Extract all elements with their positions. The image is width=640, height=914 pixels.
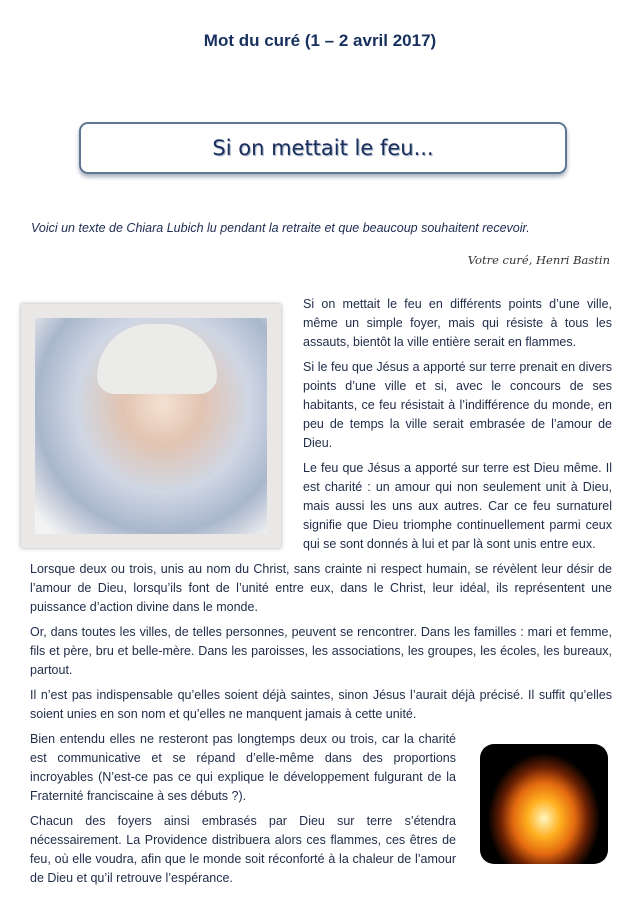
- paragraph: Si on mettait le feu en différents points d’une ville, même un simple foyer, mais qui résiste à tous les assauts, bientôt la ville entière serait en flammes.: [303, 297, 612, 349]
- signature: Votre curé, Henri Bastin: [467, 253, 610, 267]
- paragraph: Or, dans toutes les villes, de telles personnes, peuvent se rencontrer. Dans les familles : mari et femme, fils et père, bru et belle-mère. Dans les paroisses, les associations, les groupes, les écoles, les bureaux, partout.: [30, 625, 612, 677]
- page-title: Mot du curé (1 – 2 avril 2017): [203, 31, 437, 50]
- paragraph: Lorsque deux ou trois, unis au nom du Christ, sans crainte ni respect humain, se révèlent leur désir de l’amour de Dieu, lorsqu’ils font de l’unité entre eux, dans le Christ, leur idéal, ils représentent une puissance d’action divine dans le monde.: [30, 562, 612, 614]
- article-title: Si on mettait le feu...: [212, 136, 434, 160]
- paragraph: Si le feu que Jésus a apporté sur terre prenait en divers points d’une ville et si, avec le concours de ses habitants, ce feu résistait à l’indifférence du monde, en peu de temps la ville serait embrasée de l’amour de Dieu.: [303, 360, 612, 450]
- intro-text: Voici un texte de Chiara Lubich lu pendant la retraite et que beaucoup souhaitent recevoir.: [31, 221, 530, 235]
- fire-photo: [480, 744, 608, 864]
- paragraph: Bien entendu elles ne resteront pas longtemps deux ou trois, car la charité est communicative et se répand d’elle-même dans des proportions incroyables (N’est-ce pas ce qui explique le développement fulgurant de la Fraternité franciscaine à ses débuts ?).: [30, 732, 456, 803]
- portrait-photo: [21, 304, 281, 548]
- paragraph: Il n’est pas indispensable qu’elles soient déjà saintes, sinon Jésus l’aurait déjà précisé. Il suffit qu’elles soient unies en son nom et qu’elles ne manquent jamais à cette unité.: [30, 688, 612, 721]
- body-text: [30, 0, 612, 914]
- paragraph: Chacun des foyers ainsi embrasés par Dieu sur terre s’étendra nécessairement. La Providence distribuera alors ces flammes, ces êtres de feu, où elle voudra, afin que le monde soit réconforté à la chaleur de l’amour de Dieu et qu’il retrouve l’espérance.: [30, 814, 456, 885]
- paragraph: Le feu que Jésus a apporté sur terre est Dieu même. Il est charité : un amour qui non seulement unit à Dieu, mais aussi les uns aux autres. Car ce feu surnaturel signifie que Dieu triomphe continuellement parmi ceux qui se sont donnés à lui et par là sont unis entre eux.: [303, 461, 612, 551]
